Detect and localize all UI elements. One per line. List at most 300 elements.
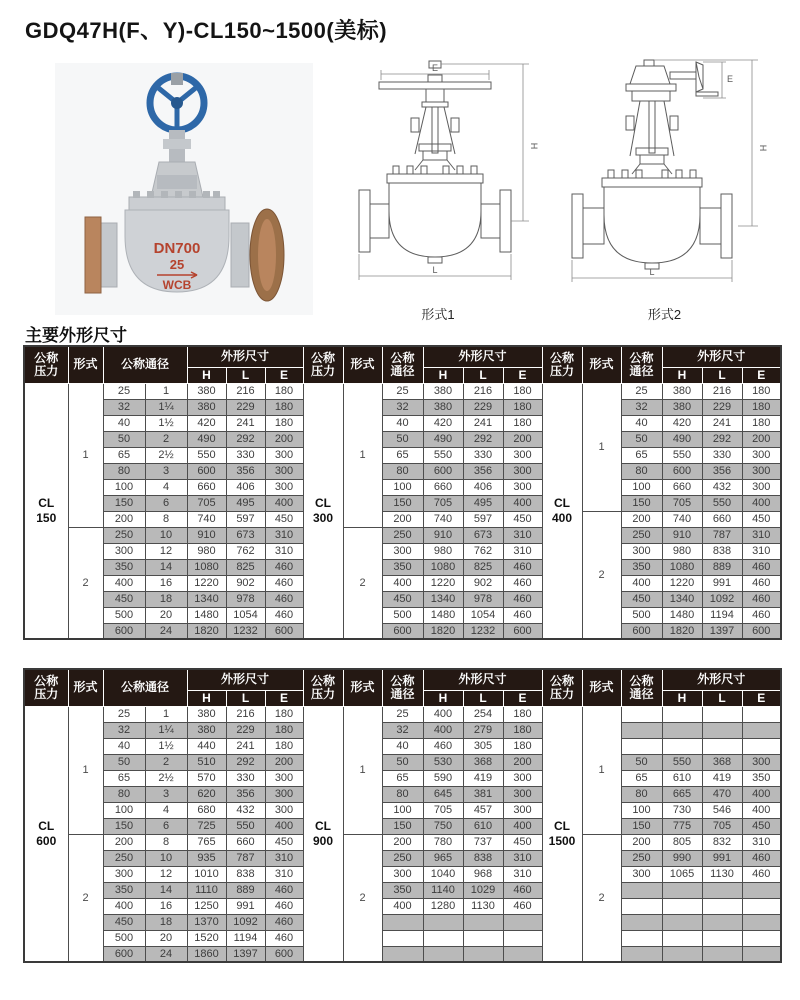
dim-cell: 1232 bbox=[226, 623, 265, 639]
dim-cell: 460 bbox=[503, 591, 542, 607]
form-type-label: 2 bbox=[343, 527, 382, 639]
dim-cell: 460 bbox=[265, 914, 303, 930]
dim-cell: 705 bbox=[423, 495, 463, 511]
dim-cell: 550 bbox=[662, 447, 702, 463]
dim-cell: 250 bbox=[103, 527, 145, 543]
dim-cell: 460 bbox=[503, 607, 542, 623]
dim-cell: 590 bbox=[423, 770, 463, 786]
dim-cell: 1397 bbox=[702, 623, 742, 639]
dim-cell: 460 bbox=[503, 575, 542, 591]
handwheel-hub bbox=[171, 97, 183, 109]
dim-cell: 356 bbox=[702, 463, 742, 479]
right-flange-face bbox=[258, 219, 276, 291]
form-type-label: 1 bbox=[68, 706, 103, 834]
dim-cell: 50 bbox=[103, 754, 145, 770]
dim-cell: 660 bbox=[226, 834, 265, 850]
dim-cell: 787 bbox=[226, 850, 265, 866]
stem-collar bbox=[163, 139, 191, 149]
dim-cell: 1480 bbox=[423, 607, 463, 623]
dim-cell: 725 bbox=[187, 818, 226, 834]
dim-cell: 419 bbox=[702, 770, 742, 786]
dim-cell: 460 bbox=[265, 559, 303, 575]
dim-cell: 762 bbox=[226, 543, 265, 559]
dim-cell: 40 bbox=[103, 415, 145, 431]
dim-cell: 16 bbox=[145, 575, 187, 591]
dim-cell: 25 bbox=[382, 383, 423, 399]
dim-cell: 990 bbox=[662, 850, 702, 866]
dim-cell: 65 bbox=[103, 770, 145, 786]
dim-cell bbox=[662, 898, 702, 914]
dim-cell: 180 bbox=[265, 415, 303, 431]
dim-cell: 660 bbox=[702, 511, 742, 527]
dim-cell: 705 bbox=[662, 495, 702, 511]
dim-cell: 32 bbox=[103, 722, 145, 738]
dim-cell: 279 bbox=[463, 722, 503, 738]
dim-cell: 978 bbox=[463, 591, 503, 607]
header-h: H bbox=[187, 690, 226, 706]
dim-cell: 400 bbox=[382, 898, 423, 914]
dim-cell: 400 bbox=[503, 495, 542, 511]
dim-cell: 356 bbox=[226, 786, 265, 802]
header-l: L bbox=[463, 690, 503, 706]
dim-cell: 1110 bbox=[187, 882, 226, 898]
dim-cell: 432 bbox=[702, 479, 742, 495]
form-type-label: 2 bbox=[582, 834, 621, 962]
drawing-type1 bbox=[333, 58, 543, 323]
dim-cell: 200 bbox=[265, 431, 303, 447]
dim-cell: 380 bbox=[662, 383, 702, 399]
dim-cell: 406 bbox=[463, 479, 503, 495]
dim-cell: 1820 bbox=[187, 623, 226, 639]
dim-cell: 180 bbox=[742, 383, 781, 399]
dim-cell: 292 bbox=[226, 754, 265, 770]
dim-cell: 500 bbox=[103, 607, 145, 623]
dim-cell: 1 bbox=[145, 706, 187, 722]
dim-cell: 805 bbox=[662, 834, 702, 850]
dim-cell: 1092 bbox=[226, 914, 265, 930]
dim-cell: 1029 bbox=[463, 882, 503, 898]
dim-cell: 24 bbox=[145, 946, 187, 962]
dim-cell: 825 bbox=[463, 559, 503, 575]
dim-cell: 40 bbox=[621, 415, 662, 431]
dim-cell: 24 bbox=[145, 623, 187, 639]
dim-cell bbox=[503, 930, 542, 946]
dim-cell bbox=[702, 946, 742, 962]
dim-cell: 150 bbox=[621, 495, 662, 511]
dim-cell: 490 bbox=[187, 431, 226, 447]
dim-cell: 310 bbox=[742, 527, 781, 543]
dim-cell: 350 bbox=[742, 770, 781, 786]
dim-cell: 546 bbox=[702, 802, 742, 818]
dim-cell bbox=[702, 738, 742, 754]
form-type-label: 2 bbox=[68, 527, 103, 639]
dim-cell: 305 bbox=[463, 738, 503, 754]
dim-cell: 80 bbox=[621, 786, 662, 802]
dim-cell: 300 bbox=[503, 479, 542, 495]
pressure-class-label: CL 150 bbox=[24, 383, 68, 639]
dim-cell: 673 bbox=[226, 527, 265, 543]
dim-cell: 991 bbox=[226, 898, 265, 914]
header-l: L bbox=[702, 367, 742, 383]
dim-cell: 910 bbox=[662, 527, 702, 543]
dim-cell: 229 bbox=[226, 399, 265, 415]
dim-cell: 380 bbox=[423, 399, 463, 415]
dim-cell: 432 bbox=[226, 802, 265, 818]
dim-cell: 460 bbox=[265, 930, 303, 946]
dim-cell: 600 bbox=[187, 463, 226, 479]
dim-cell: 450 bbox=[265, 511, 303, 527]
dim-cell: 25 bbox=[382, 706, 423, 722]
dim-cell: 292 bbox=[702, 431, 742, 447]
figures-row bbox=[0, 58, 800, 320]
dim-cell: 300 bbox=[503, 802, 542, 818]
dim-cell: 902 bbox=[463, 575, 503, 591]
dim-cell: 400 bbox=[103, 898, 145, 914]
dim-cell: 673 bbox=[463, 527, 503, 543]
dim-cell: 300 bbox=[742, 463, 781, 479]
dim-cell: 1480 bbox=[187, 607, 226, 623]
dim-cell bbox=[662, 930, 702, 946]
dim-cell: 1860 bbox=[187, 946, 226, 962]
dim-cell bbox=[702, 898, 742, 914]
dim-cell: 991 bbox=[702, 850, 742, 866]
dim-cell: 450 bbox=[103, 914, 145, 930]
header-l: L bbox=[463, 367, 503, 383]
dim-cell: 740 bbox=[662, 511, 702, 527]
header-dn: 公称通径 bbox=[103, 346, 187, 383]
dim-cell: 65 bbox=[621, 447, 662, 463]
dim-cell: 787 bbox=[702, 527, 742, 543]
dim-cell: 10 bbox=[145, 527, 187, 543]
dim-cell: 610 bbox=[463, 818, 503, 834]
dim-cell: 292 bbox=[463, 431, 503, 447]
dim-cell: 980 bbox=[187, 543, 226, 559]
dim-cell: 380 bbox=[423, 383, 463, 399]
header-h: H bbox=[187, 367, 226, 383]
dim-cell: 825 bbox=[226, 559, 265, 575]
dim-cell: 660 bbox=[662, 479, 702, 495]
dim-cell: 400 bbox=[423, 706, 463, 722]
dim-cell: 400 bbox=[382, 575, 423, 591]
dim-cell bbox=[621, 706, 662, 722]
dim-cell bbox=[742, 914, 781, 930]
dim-cell: 310 bbox=[503, 543, 542, 559]
dim-cell: 100 bbox=[103, 479, 145, 495]
dim-cell: 420 bbox=[423, 415, 463, 431]
dim-cell bbox=[621, 882, 662, 898]
header-l: L bbox=[702, 690, 742, 706]
dim-cell: 180 bbox=[265, 706, 303, 722]
header-form: 形式 bbox=[582, 669, 621, 706]
dim-label-h: H bbox=[529, 142, 539, 150]
dim-cell bbox=[662, 946, 702, 962]
dim-cell: 4 bbox=[145, 802, 187, 818]
header-form: 形式 bbox=[68, 346, 103, 383]
dim-cell: 300 bbox=[742, 479, 781, 495]
dim-cell: 310 bbox=[503, 850, 542, 866]
dim-cell: 216 bbox=[702, 383, 742, 399]
header-h: H bbox=[662, 690, 702, 706]
header-l: L bbox=[226, 690, 265, 706]
dim-cell: 300 bbox=[382, 543, 423, 559]
dim-cell: 25 bbox=[621, 383, 662, 399]
dim-cell: 1220 bbox=[187, 575, 226, 591]
dim-cell bbox=[702, 882, 742, 898]
dim-cell: 460 bbox=[742, 559, 781, 575]
dim-cell: 400 bbox=[423, 722, 463, 738]
header-e: E bbox=[265, 367, 303, 383]
dim-cell: 150 bbox=[382, 818, 423, 834]
dim-cell: 100 bbox=[621, 479, 662, 495]
dim-cell bbox=[503, 946, 542, 962]
dim-cell: 889 bbox=[702, 559, 742, 575]
dim-cell: 300 bbox=[742, 754, 781, 770]
dim-cell: 1¼ bbox=[145, 399, 187, 415]
dim-cell: 500 bbox=[103, 930, 145, 946]
dim-cell: 32 bbox=[103, 399, 145, 415]
dim-cell: 1340 bbox=[187, 591, 226, 607]
dim-cell: 1194 bbox=[702, 607, 742, 623]
dim-cell: 310 bbox=[265, 543, 303, 559]
dim-cell: 250 bbox=[103, 850, 145, 866]
dim-cell: 4 bbox=[145, 479, 187, 495]
dim-cell: 2 bbox=[145, 754, 187, 770]
dim-cell: 450 bbox=[621, 591, 662, 607]
header-e: E bbox=[503, 367, 542, 383]
gland bbox=[157, 175, 197, 189]
form-type-label: 1 bbox=[582, 706, 621, 834]
dim-cell: 292 bbox=[226, 431, 265, 447]
dim-cell: 620 bbox=[187, 786, 226, 802]
dim-cell: 300 bbox=[742, 447, 781, 463]
dim-cell: 100 bbox=[382, 479, 423, 495]
dim-cell bbox=[621, 946, 662, 962]
dim-cell: 200 bbox=[382, 511, 423, 527]
dim-cell: 300 bbox=[621, 543, 662, 559]
dim-cell: 200 bbox=[503, 431, 542, 447]
dimension-table-1 bbox=[23, 345, 782, 640]
dim-cell: 419 bbox=[463, 770, 503, 786]
dim-cell: 1½ bbox=[145, 738, 187, 754]
pressure-class-label: CL 400 bbox=[542, 383, 582, 639]
form-type-label: 2 bbox=[68, 834, 103, 962]
dim-cell: 600 bbox=[103, 623, 145, 639]
dim-cell: 460 bbox=[742, 866, 781, 882]
dim-cell: 450 bbox=[503, 834, 542, 850]
dim-cell: 968 bbox=[463, 866, 503, 882]
dim-cell: 300 bbox=[265, 786, 303, 802]
dim-cell: 1½ bbox=[145, 415, 187, 431]
dim-cell: 310 bbox=[265, 527, 303, 543]
header-pressure: 公称 压力 bbox=[303, 669, 343, 706]
dim-cell: 2½ bbox=[145, 447, 187, 463]
pressure-class-label: CL 600 bbox=[24, 706, 68, 962]
dim-cell: 1080 bbox=[662, 559, 702, 575]
dim-cell: 440 bbox=[187, 738, 226, 754]
header-dims: 外形尺寸 bbox=[423, 346, 542, 367]
dim-cell: 740 bbox=[423, 511, 463, 527]
dim-cell: 600 bbox=[265, 946, 303, 962]
dim-cell: 12 bbox=[145, 543, 187, 559]
dim-cell: 1397 bbox=[226, 946, 265, 962]
dim-cell: 500 bbox=[382, 607, 423, 623]
dim-cell: 460 bbox=[742, 591, 781, 607]
dim-cell bbox=[382, 946, 423, 962]
dim-cell: 200 bbox=[103, 511, 145, 527]
dim-cell: 50 bbox=[103, 431, 145, 447]
dim-cell: 1280 bbox=[423, 898, 463, 914]
dim-cell: 550 bbox=[226, 818, 265, 834]
form-type-label: 1 bbox=[343, 383, 382, 527]
dim-cell: 600 bbox=[621, 623, 662, 639]
dim-cell bbox=[702, 914, 742, 930]
dim-cell: 460 bbox=[503, 898, 542, 914]
dim-cell: 1080 bbox=[187, 559, 226, 575]
dim-cell: 400 bbox=[503, 818, 542, 834]
dim-cell: 660 bbox=[423, 479, 463, 495]
dim-cell: 1520 bbox=[187, 930, 226, 946]
dim-cell: 180 bbox=[265, 722, 303, 738]
dim-cell: 25 bbox=[103, 706, 145, 722]
drawing-type2 bbox=[552, 58, 777, 323]
dim-cell: 250 bbox=[621, 850, 662, 866]
dim-label-e: E bbox=[726, 74, 734, 84]
dim-cell: 80 bbox=[103, 463, 145, 479]
header-l: L bbox=[226, 367, 265, 383]
dim-cell bbox=[742, 722, 781, 738]
dim-cell: 460 bbox=[265, 882, 303, 898]
dim-cell: 300 bbox=[265, 447, 303, 463]
dim-cell bbox=[463, 930, 503, 946]
dim-cell: 1194 bbox=[226, 930, 265, 946]
dim-cell: 300 bbox=[503, 786, 542, 802]
dim-cell: 50 bbox=[382, 431, 423, 447]
dim-cell: 310 bbox=[265, 866, 303, 882]
dim-cell: 495 bbox=[226, 495, 265, 511]
dim-cell: 368 bbox=[702, 754, 742, 770]
dim-cell: 180 bbox=[265, 399, 303, 415]
dim-cell: 380 bbox=[187, 706, 226, 722]
dim-cell: 80 bbox=[103, 786, 145, 802]
dim-cell: 600 bbox=[503, 623, 542, 639]
dim-cell: 550 bbox=[662, 754, 702, 770]
dim-cell: 300 bbox=[265, 479, 303, 495]
dim-cell: 229 bbox=[702, 399, 742, 415]
dim-cell: 180 bbox=[503, 706, 542, 722]
dim-cell: 8 bbox=[145, 511, 187, 527]
dim-cell bbox=[742, 930, 781, 946]
dim-cell: 100 bbox=[621, 802, 662, 818]
bonnet-flange bbox=[129, 197, 225, 210]
dimension-table-1-mount bbox=[23, 345, 782, 640]
dim-cell bbox=[742, 898, 781, 914]
dim-cell: 450 bbox=[503, 511, 542, 527]
dim-cell bbox=[742, 946, 781, 962]
dim-cell bbox=[621, 930, 662, 946]
dim-cell: 350 bbox=[382, 559, 423, 575]
dim-cell: 300 bbox=[103, 866, 145, 882]
dim-cell: 300 bbox=[503, 463, 542, 479]
dim-cell: 300 bbox=[103, 543, 145, 559]
dim-cell bbox=[662, 882, 702, 898]
dim-cell: 406 bbox=[226, 479, 265, 495]
dim-label-l: L bbox=[432, 265, 438, 275]
dim-cell: 600 bbox=[662, 463, 702, 479]
dim-cell bbox=[742, 706, 781, 722]
dim-cell: 180 bbox=[503, 383, 542, 399]
dim-cell bbox=[662, 722, 702, 738]
dim-cell: 910 bbox=[423, 527, 463, 543]
dim-cell: 350 bbox=[621, 559, 662, 575]
dim-cell: 368 bbox=[463, 754, 503, 770]
dim-cell: 32 bbox=[382, 399, 423, 415]
dim-cell: 200 bbox=[621, 834, 662, 850]
dim-cell: 254 bbox=[463, 706, 503, 722]
dim-cell: 1054 bbox=[463, 607, 503, 623]
dim-cell bbox=[423, 930, 463, 946]
dim-cell: 1092 bbox=[702, 591, 742, 607]
dim-cell: 65 bbox=[103, 447, 145, 463]
dim-cell: 310 bbox=[503, 866, 542, 882]
dim-cell bbox=[702, 930, 742, 946]
header-e: E bbox=[503, 690, 542, 706]
dim-cell: 705 bbox=[423, 802, 463, 818]
dim-cell: 1140 bbox=[423, 882, 463, 898]
dim-cell: 705 bbox=[187, 495, 226, 511]
dim-cell: 180 bbox=[265, 738, 303, 754]
dim-cell bbox=[621, 898, 662, 914]
dim-cell bbox=[423, 914, 463, 930]
dim-label-e: E bbox=[431, 63, 439, 73]
valve-photo bbox=[55, 63, 313, 320]
dim-cell: 380 bbox=[662, 399, 702, 415]
dim-cell bbox=[423, 946, 463, 962]
dim-cell: 500 bbox=[621, 607, 662, 623]
dim-cell: 450 bbox=[742, 511, 781, 527]
dim-cell: 1054 bbox=[226, 607, 265, 623]
dim-cell: 14 bbox=[145, 882, 187, 898]
dim-label-l: L bbox=[649, 267, 655, 277]
dim-cell: 838 bbox=[463, 850, 503, 866]
dim-cell: 550 bbox=[187, 447, 226, 463]
dim-cell bbox=[742, 882, 781, 898]
dim-cell: 80 bbox=[382, 786, 423, 802]
dim-cell: 730 bbox=[662, 802, 702, 818]
dim-cell: 32 bbox=[382, 722, 423, 738]
dim-cell: 935 bbox=[187, 850, 226, 866]
dim-cell: 832 bbox=[702, 834, 742, 850]
dim-cell: 550 bbox=[423, 447, 463, 463]
header-pressure: 公称 压力 bbox=[24, 669, 68, 706]
dim-cell: 180 bbox=[742, 399, 781, 415]
dim-cell: 457 bbox=[463, 802, 503, 818]
dim-cell: 180 bbox=[503, 415, 542, 431]
dim-cell: 6 bbox=[145, 495, 187, 511]
dim-cell: 460 bbox=[503, 559, 542, 575]
dim-cell bbox=[382, 914, 423, 930]
dim-cell: 600 bbox=[265, 623, 303, 639]
dim-cell: 150 bbox=[103, 818, 145, 834]
dim-cell: 660 bbox=[187, 479, 226, 495]
dim-cell: 310 bbox=[265, 850, 303, 866]
dim-cell: 1340 bbox=[662, 591, 702, 607]
dim-cell: 8 bbox=[145, 834, 187, 850]
dim-cell: 1065 bbox=[662, 866, 702, 882]
drawing-type1-svg bbox=[333, 58, 543, 298]
dim-cell bbox=[702, 706, 742, 722]
dim-cell: 550 bbox=[702, 495, 742, 511]
dim-cell: 490 bbox=[662, 431, 702, 447]
